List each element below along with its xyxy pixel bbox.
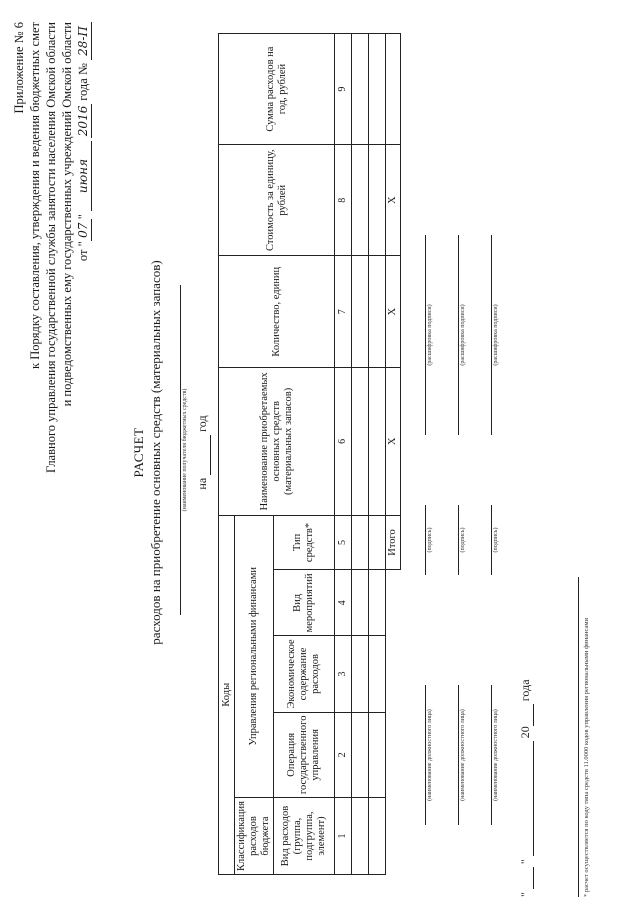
col-num-4: 4: [335, 570, 352, 636]
col-header-name: Наименование приобретаемых основных средств (материальных запасов): [219, 368, 335, 515]
col-header-quantity: Количество, единиц: [219, 256, 335, 368]
col-header-activity-type: Вид мероприятий: [274, 570, 335, 636]
total-x-unit-cost: X: [386, 145, 401, 256]
appendix-date-line: [76, 22, 92, 261]
budget-class-header: Классификация расходов бюджета: [235, 798, 274, 875]
total-sum: [386, 34, 401, 145]
signature-caption-3: (подпись): [493, 527, 499, 553]
footnote-separator: [578, 577, 579, 897]
recipient-line: [180, 285, 181, 615]
date-quote-open: ": [518, 892, 532, 897]
col-header-annual-sum: Сумма расходов на год, рублей: [219, 34, 335, 145]
document-subtitle: расходов на приобретение основных средств (материальных запасов): [148, 260, 163, 645]
col-num-7: 7: [335, 256, 352, 368]
total-x-quantity: X: [386, 256, 401, 368]
table-row: [369, 34, 386, 875]
table-row: [352, 34, 369, 875]
col-header-operation: Операция государственного управления: [274, 712, 335, 798]
document-title: РАСЧЕТ: [131, 427, 146, 478]
signature-caption-1: (подпись): [427, 527, 433, 553]
decoding-caption-1: (расшифровка подписи): [427, 304, 433, 366]
date-year-suffix: года: [518, 679, 532, 702]
signature-caption-2: (подпись): [460, 527, 466, 553]
date-number: 28-П: [76, 22, 92, 60]
decoding-line-2: [458, 235, 459, 435]
col-num-3: 3: [335, 636, 352, 712]
col-num-1: 1: [335, 798, 352, 875]
codes-header: Коды: [219, 515, 235, 874]
appendix-line-department: Главного управления государственной службы занятости населения Омской области: [44, 22, 58, 473]
date-century: 20: [518, 726, 532, 739]
total-label: Итого: [386, 515, 401, 570]
regional-finance-header: Управления региональными финансами: [235, 515, 274, 798]
year-line: [195, 0, 211, 905]
date-mid: ": [76, 214, 90, 220]
col-header-unit-cost: Стоимость за единицу, рублей: [219, 145, 335, 256]
appendix-number: Приложение № 6: [12, 22, 26, 114]
col-header-funds-type: Тип средств*: [274, 515, 335, 570]
signature-line-2: [458, 505, 459, 575]
col-num-8: 8: [335, 145, 352, 256]
recipient-caption: (наименование получателя бюджетных средств): [182, 388, 188, 512]
decoding-caption-3: (расшифровка подписи): [493, 304, 499, 366]
col-num-6: 6: [335, 368, 352, 515]
col-num-5: 5: [335, 515, 352, 570]
signature-line-3: [491, 505, 492, 575]
total-x-name: X: [386, 368, 401, 515]
decoding-line-1: [425, 235, 426, 435]
position-caption-3: (наименование должностного лица): [493, 709, 499, 801]
calculation-table: [218, 33, 401, 875]
decoding-line-3: [491, 235, 492, 435]
total-row: [386, 34, 401, 875]
date-month: июня: [76, 141, 92, 211]
date-quote-close: ": [518, 859, 532, 865]
signature-position-line-1: [425, 685, 426, 825]
col-num-9: 9: [335, 34, 352, 145]
position-caption-2: (наименование должностного лица): [460, 709, 466, 801]
column-numbers-row: [335, 34, 352, 875]
col-num-2: 2: [335, 712, 352, 798]
date-day: 07: [76, 219, 92, 241]
year-prefix: на: [195, 477, 209, 490]
position-caption-1: (наименование должностного лица): [427, 709, 433, 801]
date-prefix: от ": [76, 241, 90, 262]
appendix-line-order: к Порядку составления, утверждения и ведения бюджетных смет: [28, 22, 42, 369]
signature-line-1: [425, 505, 426, 575]
signature-position-line-3: [491, 685, 492, 825]
footnote: * расчет осуществляется по коду типа средств 11.0000 кодов управления региональными финансами: [583, 618, 590, 897]
col-header-economic-content: Экономическое содержание расходов: [274, 636, 335, 712]
signature-date-line: [518, 679, 534, 897]
appendix-line-institutions: и подведомственных ему государственных учреждений Омской области: [60, 22, 74, 407]
date-year: 2016: [76, 105, 90, 137]
signature-position-line-2: [458, 685, 459, 825]
decoding-caption-2: (расшифровка подписи): [460, 304, 466, 366]
col-header-expense-type: Вид расходов (группа, подгруппа, элемент): [274, 798, 335, 875]
date-suffix: года №: [76, 63, 90, 101]
year-suffix: год: [195, 415, 209, 432]
